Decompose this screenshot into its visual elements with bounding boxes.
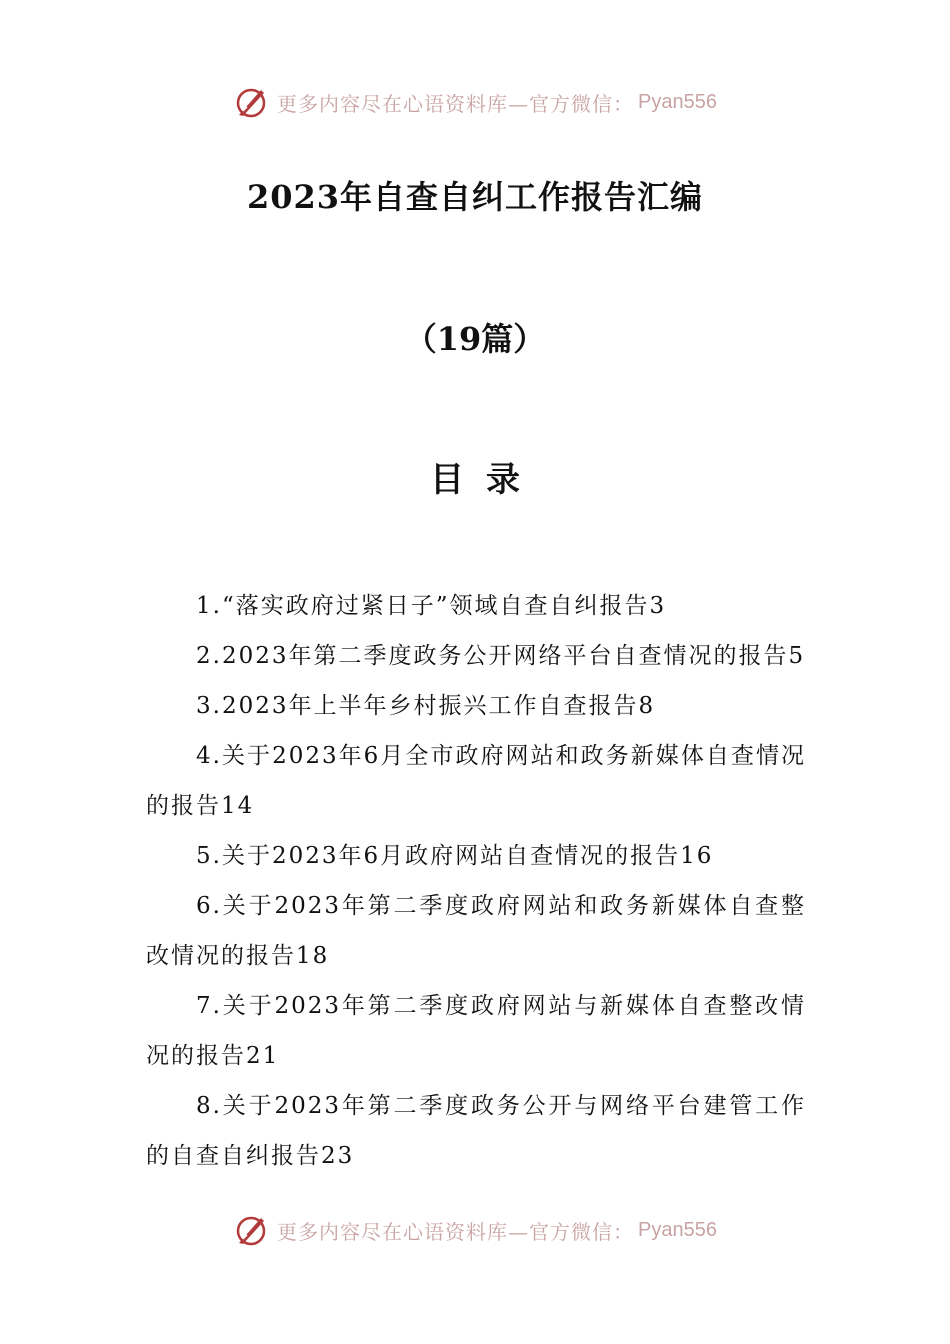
toc-item[interactable]: 6.关于2023年第二季度政府网站和政务新媒体自查整改情况的报告18 <box>146 893 806 969</box>
quill-pen-logo-icon <box>233 84 269 120</box>
document-title: 2023年自查自纠工作报告汇编 <box>246 178 704 216</box>
watermark-wechat-id: Pyan556 <box>638 1218 717 1241</box>
quill-pen-logo-icon <box>233 1212 269 1248</box>
toc-item[interactable]: 3.2023年上半年乡村振兴工作自查报告8 <box>196 693 656 719</box>
table-of-contents <box>146 581 806 1181</box>
toc-item[interactable]: 2.2023年第二季度政务公开网络平台自查情况的报告5 <box>196 643 806 669</box>
document-subtitle: （19篇） <box>404 320 546 358</box>
toc-heading: 目录 <box>430 460 542 500</box>
toc-item[interactable]: 1.“落实政府过紧日子”领域自查自纠报告3 <box>196 593 667 619</box>
toc-item[interactable]: 8.关于2023年第二季度政务公开与网络平台建管工作的自查自纠报告23 <box>146 1093 806 1169</box>
watermark-wechat-id: Pyan556 <box>638 90 717 113</box>
watermark-footer <box>0 1210 950 1250</box>
watermark-text: 更多内容尽在心语资料库—官方微信： <box>277 1219 635 1244</box>
toc-item[interactable]: 7.关于2023年第二季度政府网站与新媒体自查整改情况的报告21 <box>146 993 806 1069</box>
watermark-text: 更多内容尽在心语资料库—官方微信： <box>277 91 635 116</box>
watermark-header <box>0 82 950 122</box>
toc-item[interactable]: 5.关于2023年6月政府网站自查情况的报告16 <box>196 843 714 869</box>
toc-item[interactable]: 4.关于2023年6月全市政府网站和政务新媒体自查情况的报告14 <box>146 743 806 819</box>
